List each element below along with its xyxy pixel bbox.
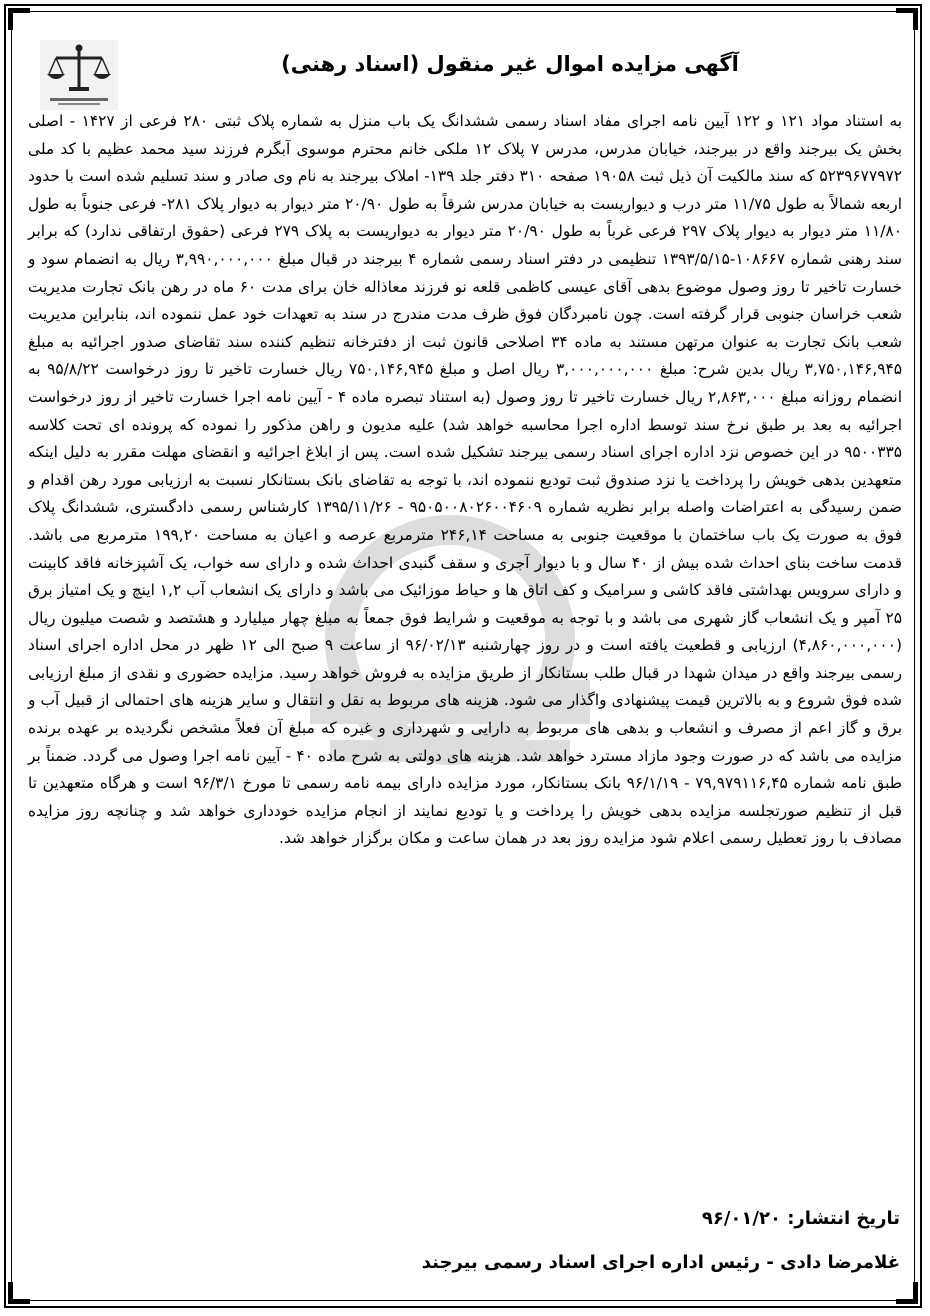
publication-date: تاریخ انتشار: ۹۶/۰۱/۲۰	[701, 1208, 900, 1229]
notice-body: به استناد مواد ۱۲۱ و ۱۲۲ آیین نامه اجرای مفاد اسناد رسمی ششدانگ یک باب منزل به شماره پلاک ثبتی ۲۸۰ فرعی از ۱۴۲۷ - اصلی بخش یک بیرجند واقع در بیرجند، خیابان مدرس، مدرس ۷ پلاک ۱۲ ملکی خانم محترم موسوی آبگرم فرزند سید محمد عظیم با کد ملی ۵۲۳۹۶۷۷۹۷۲ که سند مالکیت آن ذیل ثبت ۱۹۰۵۸ صفحه ۳۱۰ دفتر جلد ۱۳۹- املاک بیرجند به نام وی صادر و سند تسلیم شده است با حدود اربعه شمالاً به طول ۱۱/۷۵ متر درب و دیواریست به خیابان مدرس شرقاً به طول ۲۰/۹۰ متر دیوار به دیوار پلاک ۲۸۱- فرعی جنوباً به طول ۱۱/۸۰ متر دیوار به دیوار پلاک ۲۹۷ فرعی غرباً به طول ۲۰/۹۰ متر دیوار به دیواریست به پلاک ۲۷۹ فرعی (حقوق ارتفاقی ندارد) که برابر سند رهنی شماره ۱۰۸۶۶۷-۱۳۹۳/۵/۱۵ تنظیمی در دفتر اسناد رسمی شماره ۴ بیرجند در قبال مبلغ ۳,۹۹۰,۰۰۰,۰۰۰ ریال به انضمام سود و خسارت تاخیر تا روز وصول موضوع بدهی آقای عیسی کاظمی قلعه نو فرزند معاذاله خان برای مدت ۶۰ ماه در رهن بانک تجارت مدیریت شعب خراسان جنوبی قرار گرفته است. چون نامبردگان فوق ظرف مدت مندرج در سند به تعهدات خود عمل ننموده اند، بنابراین مدیریت شعب بانک تجارت به عنوان مرتهن مستند به ماده ۳۴ اصلاحی قانون ثبت از دفترخانه تنظیم کننده سند تقاضای صدور اجرائیه به مبلغ ۳,۷۵۰,۱۴۶,۹۴۵ ریال بدین شرح: مبلغ ۳,۰۰۰,۰۰۰,۰۰۰ ریال اصل و مبلغ ۷۵۰,۱۴۶,۹۴۵ ریال خسارت تاخیر تا روز درخواست ۹۵/۸/۲۲ به انضمام روزانه مبلغ ۲,۸۶۳,۰۰۰ ریال خسارت تاخیر تا روز وصول (به استناد تبصره ماده ۴ - آیین نامه اجرا خسارت تاخیر از روز درخواست اجرائیه به بعد بر طبق نرخ سند توسط اداره اجرا محاسبه خواهد شد) علیه مدیون و راهن مذکور را نموده که پرونده ای تحت کلاسه ۹۵۰۰۳۳۵ در این خصوص نزد اداره اجرای اسناد رسمی بیرجند تشکیل شده است. پس از ابلاغ اجرائیه و انقضای مهلت مقرر به دلیل اینکه متعهدین بدهی خویش را پرداخت یا نزد صندوق ثبت تودیع ننموده اند، با توجه به تقاضای بانک بستانکار نسبت به ارزیابی مورد رهن اقدام و ضمن رسیدگی به اعتراضات واصله برابر نظریه شماره ۹۵۰۵۰۰۸۰۲۶۰۰۴۶۰۹ - ۱۳۹۵/۱۱/۲۶ کارشناس رسمی دادگستری، ششدانگ پلاک فوق به صورت یک باب ساختمان با موقعیت جنوبی به مساحت ۲۴۶,۱۴ مترمربع عرصه و اعیان به مساحت ۱۹۹,۲۰ مترمربع می باشد. قدمت ساخت بنای احداث شده بیش از ۴۰ سال و با دیوار آجری و سقف گنبدی احداث شده و دارای سه خواب، یک آشپزخانه فاقد کابینت و دارای سرویس بهداشتی فاقد کاشی و سرامیک و کف اتاق ها و حیاط موزائیک می باشد و دارای یک انشعاب آب ۱,۲ اینچ و یک امتیاز برق ۲۵ آمپر و یک انشعاب گاز شهری می باشد و با توجه به موقعیت و شرایط فوق جمعاً به مبلغ چهار میلیارد و هشتصد و شصت میلیون ریال (۴,۸۶۰,۰۰۰,۰۰۰) ارزیابی و قطعیت یافته است و در روز چهارشنبه ۹۶/۰۲/۱۳ از ساعت ۹ صبح الی ۱۲ ظهر در محل اداره اجرای اسناد رسمی بیرجند واقع در میدان شهدا در قبال طلب بستانکار از طریق مزایده به فروش خواهد رسید. مزایده حضوری و نقدی از مبلغ ارزیابی شده فوق شروع و به بالاترین قیمت پیشنهادی واگذار می شود. هزینه های مربوط به نقل و انتقال و سایر هزینه های احتمالی از قبیل آب و برق و گاز اعم از مصرف و انشعاب و بدهی های مربوط به دارایی و شهرداری و غیره که مبلغ آن فعلاً مشخص نگردیده بر عهده برنده مزایده می باشد که در صورت وجود مازاد مسترد خواهد شد. هزینه های دولتی به شرح ماده ۴۰ - آیین نامه اجرا وصول می گردد. ضمناً بر طبق نامه شماره ۷۹,۹۷۹۱۱۶,۴۵ - ۹۶/۱/۱۹ بانک بستانکار، مورد مزایده دارای بیمه نامه رسمی تا مورخ ۹۶/۳/۱ است و هرگاه متعهدین تا قبل از تنظیم صورتجلسه مزایده بدهی خویش را پرداخت و یا تودیع نمایند از انجام مزایده خودداری خواهد شد و چنانچه روز مزایده مصادف با روز تعطیل رسمی اعلام شود مزایده روز بعد در همان ساعت و مکان برگزار خواهد شد.	[28, 112, 903, 848]
judiciary-emblem-icon	[40, 40, 118, 110]
notice-title: آگهی مزایده اموال غیر منقول (اسناد رهنی)	[281, 52, 739, 76]
signatory-line: غلامرضا دادی - رئیس اداره اجرای اسناد رسمی بیرجند	[421, 1252, 900, 1273]
